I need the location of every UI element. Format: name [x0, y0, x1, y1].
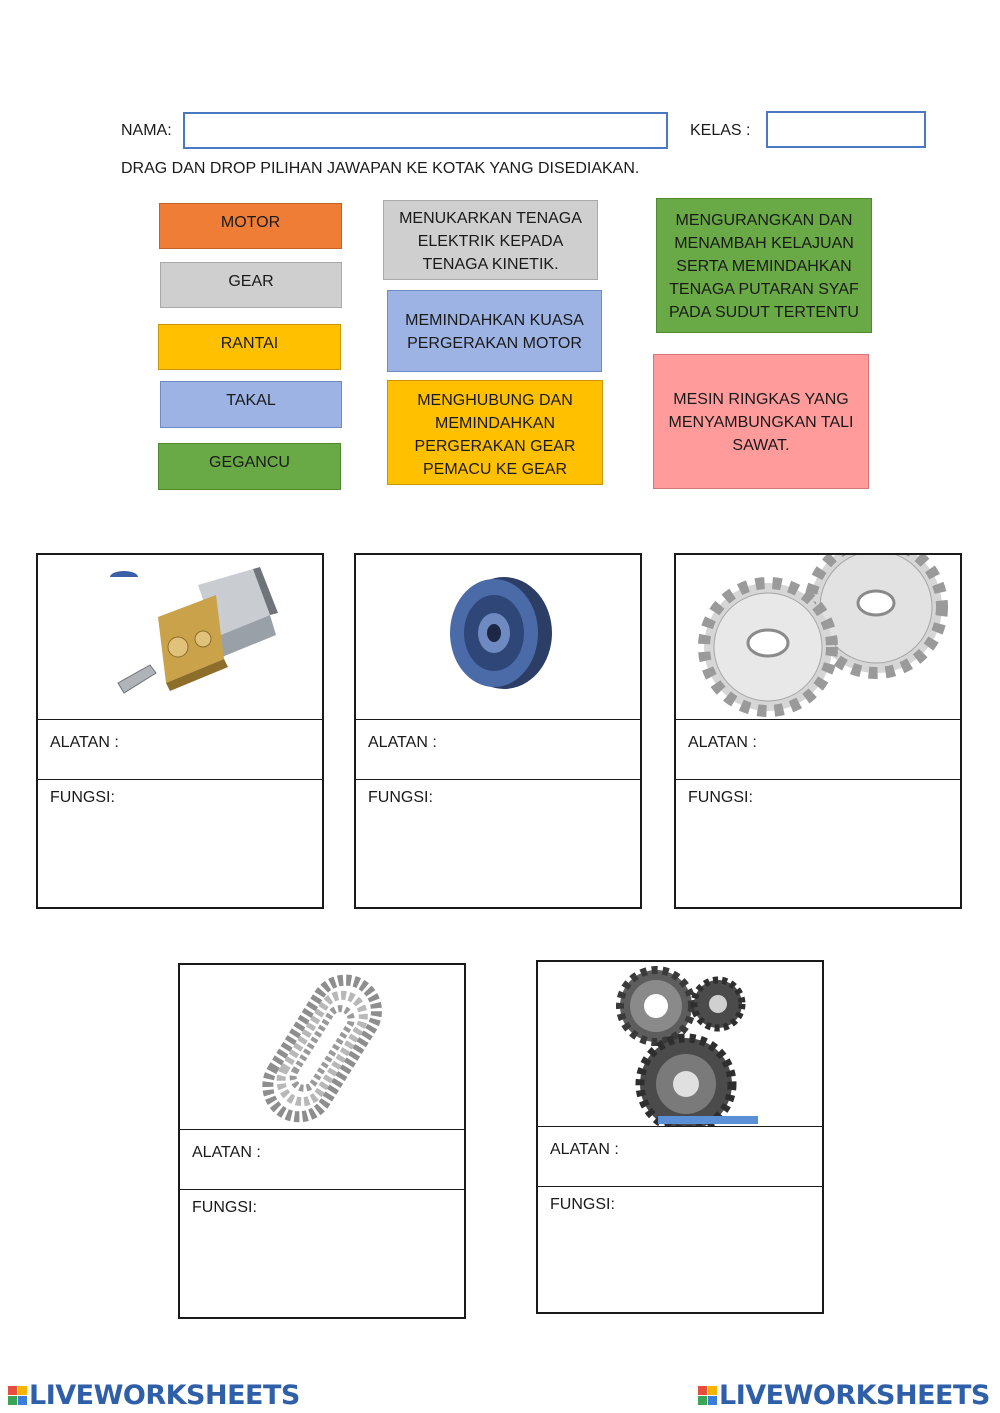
alatan-label: ALATAN : [50, 734, 119, 751]
alatan-label: ALATAN : [550, 1141, 619, 1158]
logo-text: LIVEWORKSHEETS [719, 1380, 990, 1411]
spur-gears-image [676, 555, 960, 720]
chip-gear[interactable] [160, 262, 342, 308]
fungsi-drop-zone[interactable] [538, 1186, 822, 1312]
chain-icon [180, 965, 464, 1129]
chip-label: MENGHUBUNG DAN MEMINDAHKAN PERGERAKAN GEAR PEMACU KE GEAR [414, 392, 576, 478]
kelas-input[interactable] [766, 111, 926, 148]
card-gear-motor [36, 553, 324, 909]
chip-rantai[interactable] [158, 324, 341, 370]
chip-label: MESIN RINGKAS YANG MENYAMBUNGKAN TALI SAWAT. [668, 391, 854, 454]
chip-def-tali[interactable] [653, 354, 869, 489]
alatan-row[interactable] [676, 719, 960, 780]
card-chain [178, 963, 466, 1319]
alatan-row[interactable] [538, 1126, 822, 1187]
chip-label: MOTOR [220, 214, 281, 231]
card-sprockets [536, 960, 824, 1314]
alatan-label: ALATAN : [688, 734, 757, 751]
card-spur-gears [674, 553, 962, 909]
gear-motor-icon [38, 555, 322, 719]
kelas-label: KELAS : [690, 122, 751, 139]
pulley-image [356, 555, 640, 720]
fungsi-label: FUNGSI: [550, 1196, 615, 1213]
fungsi-drop-zone[interactable] [180, 1189, 464, 1317]
chip-def-kuasa[interactable] [387, 290, 602, 372]
chip-takal[interactable] [160, 381, 342, 428]
liveworksheets-logo-right [698, 1380, 990, 1411]
chip-motor[interactable] [159, 203, 342, 249]
chip-label: RANTAI [220, 335, 279, 352]
chip-label: GEGANCU [209, 454, 290, 471]
chip-def-syaf[interactable] [656, 198, 872, 333]
nama-label: NAMA: [121, 122, 172, 139]
sprockets-icon [538, 962, 822, 1126]
logo-text: LIVEWORKSHEETS [29, 1380, 300, 1411]
fungsi-drop-zone[interactable] [676, 779, 960, 907]
pulley-icon [356, 555, 640, 719]
chip-label: MEMINDAHKAN KUASA PERGERAKAN MOTOR [405, 312, 584, 352]
alatan-row[interactable] [180, 1129, 464, 1190]
chip-gegancu[interactable] [158, 443, 341, 490]
nama-input[interactable] [183, 112, 668, 149]
chip-def-gear[interactable] [387, 380, 603, 485]
alatan-row[interactable] [356, 719, 640, 780]
logo-blocks-icon [8, 1386, 27, 1405]
instruction-text: DRAG DAN DROP PILIHAN JAWAPAN KE KOTAK YANG DISEDIAKAN. [121, 160, 640, 177]
chain-image [180, 965, 464, 1130]
fungsi-label: FUNGSI: [368, 789, 433, 806]
alatan-label: ALATAN : [192, 1144, 261, 1161]
alatan-row[interactable] [38, 719, 322, 780]
chip-label: MENGURANGKAN DAN MENAMBAH KELAJUAN SERTA MEMINDAHKAN TENAGA PUTARAN SYAF PADA SUDUT TERTENTU [669, 212, 859, 321]
chip-def-elektrik[interactable] [383, 200, 598, 280]
card-pulley [354, 553, 642, 909]
fungsi-drop-zone[interactable] [356, 779, 640, 907]
liveworksheets-logo-left [8, 1380, 300, 1411]
chip-label: MENUKARKAN TENAGA ELEKTRIK KEPADA TENAGA KINETIK. [399, 210, 582, 273]
chip-label: GEAR [228, 273, 274, 290]
alatan-label: ALATAN : [368, 734, 437, 751]
chip-label: TAKAL [226, 392, 276, 409]
fungsi-label: FUNGSI: [192, 1199, 257, 1216]
logo-blocks-icon [698, 1386, 717, 1405]
gear-motor-image [38, 555, 322, 720]
sprockets-image [538, 962, 822, 1127]
fungsi-label: FUNGSI: [50, 789, 115, 806]
fungsi-drop-zone[interactable] [38, 779, 322, 907]
spur-gears-icon [676, 555, 960, 719]
fungsi-label: FUNGSI: [688, 789, 753, 806]
